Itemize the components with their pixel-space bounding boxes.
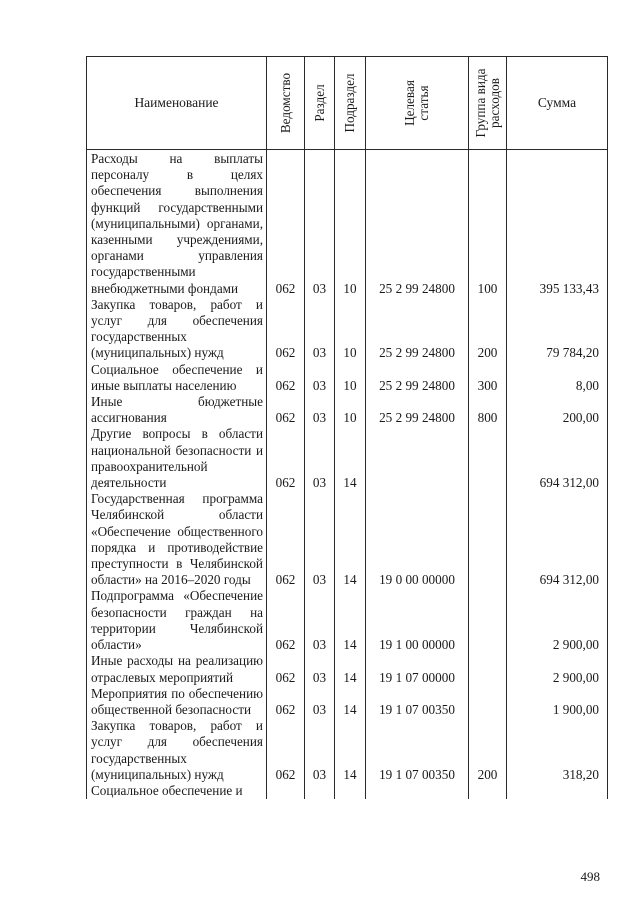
row-vedomstvo: 062	[267, 394, 305, 426]
row-gruppa: 200	[469, 718, 507, 783]
row-summa: 694 312,00	[507, 491, 608, 588]
row-gruppa	[469, 653, 507, 685]
row-vedomstvo: 062	[267, 588, 305, 653]
row-name: Закупка товаров, работ и услуг для обеспечения государственных (муниципальных) нужд	[87, 718, 267, 783]
row-celevaya-statya: 19 1 00 00000	[366, 588, 469, 653]
header-celevaya-statya	[366, 57, 469, 150]
row-vedomstvo: 062	[267, 491, 305, 588]
row-name: Другие вопросы в области национальной безопасности и правоохранительной деятельности	[87, 426, 267, 491]
row-celevaya-statya	[366, 426, 469, 491]
row-celevaya-statya: 19 0 00 00000	[366, 491, 469, 588]
header-gruppa-label	[474, 69, 502, 138]
table-row	[87, 362, 608, 394]
row-razdel: 03	[305, 718, 335, 783]
row-podrazdel	[335, 783, 366, 799]
table-row	[87, 686, 608, 718]
table-row	[87, 150, 608, 297]
row-name: Закупка товаров, работ и услуг для обеспечения государственных (муниципальных) нужд	[87, 297, 267, 362]
header-gruppa-line1: Группа вида	[472, 68, 488, 138]
row-razdel: 03	[305, 653, 335, 685]
row-razdel: 03	[305, 362, 335, 394]
budget-table	[86, 56, 608, 799]
row-summa: 395 133,43	[507, 150, 608, 297]
row-gruppa: 200	[469, 297, 507, 362]
table-row	[87, 653, 608, 685]
row-name: Мероприятия по обеспечению общественной безопасности	[87, 686, 267, 718]
row-vedomstvo: 062	[267, 686, 305, 718]
row-name: Социальное обеспечение и	[87, 783, 267, 799]
row-summa: 1 900,00	[507, 686, 608, 718]
table-row	[87, 491, 608, 588]
table-row	[87, 588, 608, 653]
table-header-row	[87, 57, 608, 150]
row-summa: 694 312,00	[507, 426, 608, 491]
row-summa: 8,00	[507, 362, 608, 394]
row-gruppa: 300	[469, 362, 507, 394]
row-gruppa	[469, 686, 507, 718]
row-celevaya-statya	[366, 783, 469, 799]
row-razdel: 03	[305, 394, 335, 426]
row-podrazdel: 14	[335, 653, 366, 685]
row-summa	[507, 783, 608, 799]
header-gruppa-vida-rashodov	[469, 57, 507, 150]
header-name: Наименование	[87, 57, 267, 150]
row-celevaya-statya: 25 2 99 24800	[366, 297, 469, 362]
row-gruppa	[469, 783, 507, 799]
row-gruppa: 100	[469, 150, 507, 297]
row-razdel: 03	[305, 686, 335, 718]
row-vedomstvo: 062	[267, 150, 305, 297]
row-celevaya-statya: 19 1 07 00350	[366, 686, 469, 718]
row-name: Социальное обеспечение и иные выплаты населению	[87, 362, 267, 394]
row-name: Расходы на выплаты персоналу в целях обеспечения выполнения функций государственными (муниципальными) органами, казенными учреждениями, органами управления государственными внебюджетными фондами	[87, 150, 267, 297]
header-gruppa-line2: расходов	[486, 78, 502, 128]
row-razdel: 03	[305, 297, 335, 362]
row-razdel: 03	[305, 491, 335, 588]
table-row	[87, 426, 608, 491]
row-name: Подпрограмма «Обеспечение безопасности граждан на территории Челябинской области»	[87, 588, 267, 653]
row-podrazdel: 14	[335, 588, 366, 653]
page-number: 498	[580, 869, 600, 884]
row-summa: 318,20	[507, 718, 608, 783]
row-celevaya-statya: 19 1 07 00000	[366, 653, 469, 685]
row-summa: 2 900,00	[507, 588, 608, 653]
row-podrazdel: 14	[335, 491, 366, 588]
row-podrazdel: 10	[335, 394, 366, 426]
row-podrazdel: 14	[335, 718, 366, 783]
row-razdel	[305, 783, 335, 799]
row-summa: 2 900,00	[507, 653, 608, 685]
table-row	[87, 297, 608, 362]
table-row	[87, 783, 608, 799]
row-razdel: 03	[305, 588, 335, 653]
header-podrazdel-label: Подраздел	[342, 73, 357, 133]
table-row	[87, 394, 608, 426]
row-vedomstvo: 062	[267, 297, 305, 362]
row-celevaya-statya: 25 2 99 24800	[366, 362, 469, 394]
row-summa: 200,00	[507, 394, 608, 426]
header-razdel-label: Раздел	[311, 84, 327, 122]
row-celevaya-statya: 25 2 99 24800	[366, 394, 469, 426]
header-razdel	[305, 57, 335, 150]
row-podrazdel: 10	[335, 297, 366, 362]
header-vedomstvo-label: Ведомство	[277, 72, 293, 134]
row-celevaya-statya: 19 1 07 00350	[366, 718, 469, 783]
row-razdel: 03	[305, 150, 335, 297]
table-row	[87, 718, 608, 783]
row-vedomstvo	[267, 783, 305, 799]
row-podrazdel: 14	[335, 686, 366, 718]
header-celevaya-line1: Целевая	[402, 80, 417, 126]
row-razdel: 03	[305, 426, 335, 491]
header-vedomstvo	[267, 57, 305, 150]
row-vedomstvo: 062	[267, 718, 305, 783]
row-podrazdel: 10	[335, 362, 366, 394]
row-gruppa	[469, 588, 507, 653]
header-celevaya-label	[403, 80, 431, 126]
header-summa: Сумма	[507, 57, 608, 150]
row-gruppa: 800	[469, 394, 507, 426]
row-name: Иные бюджетные ассигнования	[87, 394, 267, 426]
row-vedomstvo: 062	[267, 653, 305, 685]
row-gruppa	[469, 426, 507, 491]
row-name: Государственная программа Челябинской области «Обеспечение общественного порядка и противодействие преступности в Челябинской области» на 2016–2020 годы	[87, 491, 267, 588]
header-celevaya-line2: статья	[416, 85, 431, 121]
row-summa: 79 784,20	[507, 297, 608, 362]
row-vedomstvo: 062	[267, 426, 305, 491]
row-celevaya-statya: 25 2 99 24800	[366, 150, 469, 297]
row-podrazdel: 10	[335, 150, 366, 297]
row-gruppa	[469, 491, 507, 588]
row-vedomstvo: 062	[267, 362, 305, 394]
row-podrazdel: 14	[335, 426, 366, 491]
header-podrazdel	[335, 57, 366, 150]
row-name: Иные расходы на реализацию отраслевых мероприятий	[87, 653, 267, 685]
